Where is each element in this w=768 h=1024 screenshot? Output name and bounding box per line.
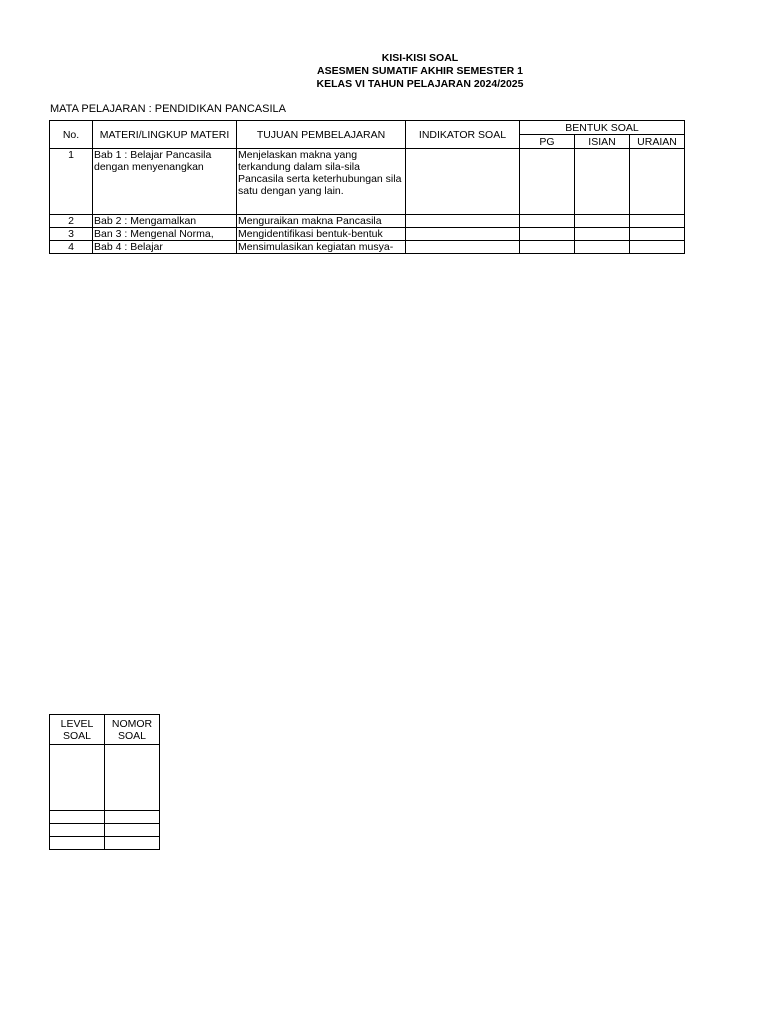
row-materi: Ban 3 : Mengenal Norma,: [93, 228, 237, 241]
table-row: [50, 215, 685, 228]
level-nomor-table: [49, 714, 160, 850]
level-cell: [50, 837, 105, 850]
row-uraian: [630, 215, 685, 228]
row-uraian: [630, 241, 685, 254]
row-isian: [575, 228, 630, 241]
row-indikator: [406, 149, 520, 215]
title-line-2: ASESMEN SUMATIF AKHIR SEMESTER 1: [317, 65, 523, 77]
header-isian: ISIAN: [575, 135, 630, 149]
row-tujuan: Menguraikan makna Pancasila: [237, 215, 406, 228]
nomor-cell: [105, 837, 160, 850]
row-uraian: [630, 149, 685, 215]
row-pg: [520, 215, 575, 228]
table-row: [50, 824, 160, 837]
row-tujuan: Mengidentifikasi bentuk-bentuk: [237, 228, 406, 241]
row-pg: [520, 241, 575, 254]
subject-line: MATA PELAJARAN : PENDIDIKAN PANCASILA: [50, 103, 286, 115]
row-materi: Bab 2 : Mengamalkan: [93, 215, 237, 228]
nomor-cell: [105, 745, 160, 811]
header-tujuan: TUJUAN PEMBELAJARAN: [237, 121, 406, 149]
row-materi: Bab 1 : Belajar Pancasila dengan menyenangkan: [93, 149, 237, 215]
header-materi: MATERI/LINGKUP MATERI: [93, 121, 237, 149]
table-row: [50, 228, 685, 241]
row-tujuan: Mensimulasikan kegiatan musya-: [237, 241, 406, 254]
table-row: [50, 149, 685, 215]
row-no: 4: [50, 241, 93, 254]
nomor-cell: [105, 824, 160, 837]
level-cell: [50, 824, 105, 837]
row-no: 3: [50, 228, 93, 241]
header-no: No.: [50, 121, 93, 149]
document-title: [0, 52, 768, 91]
level-cell: [50, 811, 105, 824]
row-indikator: [406, 228, 520, 241]
level-header-row: [50, 715, 160, 745]
header-bentuk-soal: BENTUK SOAL: [520, 121, 685, 135]
title-line-3: KELAS VI TAHUN PELAJARAN 2024/2025: [316, 78, 524, 90]
row-isian: [575, 149, 630, 215]
header-pg: PG: [520, 135, 575, 149]
table-row: [50, 837, 160, 850]
title-line-1: KISI-KISI SOAL: [381, 52, 459, 64]
table-row: [50, 241, 685, 254]
level-cell: [50, 745, 105, 811]
row-isian: [575, 241, 630, 254]
header-level-soal: LEVEL SOAL: [50, 715, 105, 745]
row-isian: [575, 215, 630, 228]
kisi-kisi-table: [49, 120, 685, 254]
row-pg: [520, 149, 575, 215]
row-tujuan: Menjelaskan makna yang terkandung dalam sila-sila Pancasila serta keterhubungan sila satu dengan yang lain.: [237, 149, 406, 215]
table-row: [50, 811, 160, 824]
row-indikator: [406, 215, 520, 228]
row-indikator: [406, 241, 520, 254]
header-indikator: INDIKATOR SOAL: [406, 121, 520, 149]
row-pg: [520, 228, 575, 241]
header-nomor-soal: NOMOR SOAL: [105, 715, 160, 745]
header-row-1: [50, 121, 685, 135]
row-uraian: [630, 228, 685, 241]
header-uraian: URAIAN: [630, 135, 685, 149]
row-materi: Bab 4 : Belajar: [93, 241, 237, 254]
nomor-cell: [105, 811, 160, 824]
table-row: [50, 745, 160, 811]
row-no: 2: [50, 215, 93, 228]
row-no: 1: [50, 149, 93, 215]
